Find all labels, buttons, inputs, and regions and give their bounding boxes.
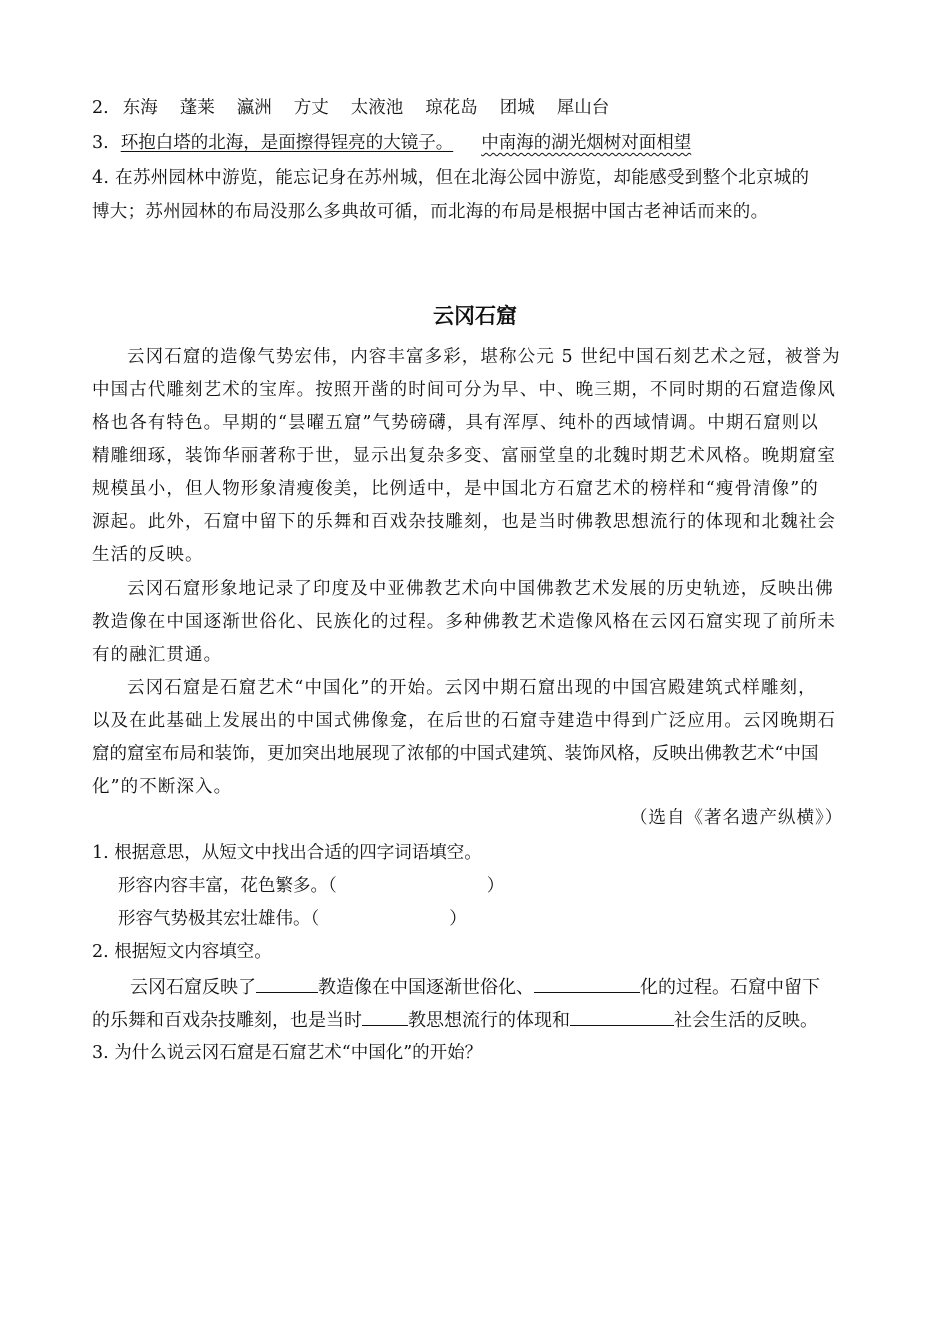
article-line: 有的融汇贯通。 [92,645,223,665]
question-1a-prompt: 形容内容丰富，花色繁多。（ [118,876,337,896]
answer-2 [92,96,631,120]
answer-4-line-1: 4. 在苏州园林中游览，能忘记身在苏州城，但在北海公园中游览，却能感受到整个北京城的 [92,168,810,188]
question-1a [118,874,504,898]
answer-4-line-2: 博大；苏州园林的布局没那么多典故可循，而北海的布局是根据中国古老神话而来的。 [92,202,769,222]
answer-3-number: 3. [92,133,109,153]
question-2-text: 的乐舞和百戏杂技雕刻，也是当时 [92,1010,362,1031]
article-line: 云冈石窟形象地记录了印度及中亚佛教艺术向中国佛教艺术发展的历史轨迹，反映出佛 [127,579,834,599]
question-2-text: 社会生活的反映。 [674,1010,818,1031]
question-2-line-1 [130,974,820,1000]
article-line: 中国古代雕刻艺术的宝库。按照开凿的时间可分为早、中、晚三期，不同时期的石窟造像风 [92,380,836,400]
article-line: 格也各有特色。早期的“昙曜五窟”气势磅礴，具有浑厚、纯朴的西域情调。中期石窟则以 [92,413,819,433]
answer-3-sentence-underlined: 环抱白塔的北海，是面擦得锃亮的大镜子。 [120,133,454,153]
article-line: 窟的窟室布局和装饰，更加突出地展现了浓郁的中国式建筑、装饰风格，反映出佛教艺术“中国 [92,744,819,764]
question-2-blank-3[interactable] [362,1007,408,1026]
article-title: 云冈石窟 [433,304,517,328]
article-line: 以及在此基础上发展出的中国式佛像龛，在后世的石窟寺建造中得到广泛应用。云冈晚期石 [92,711,836,731]
question-1: 1. 根据意思，从短文中找出合适的四字词语填空。 [92,843,482,863]
answer-3 [92,131,691,155]
answer-2-item: 太液池 [350,98,404,118]
question-2-text: 教思想流行的体现和 [408,1010,570,1031]
question-2-text: 云冈石窟反映了 [130,977,256,998]
question-2-text: 化的过程。石窟中留下 [640,977,820,998]
answer-2-item: 琼花岛 [425,98,478,118]
question-1b-prompt: 形容气势极其宏壮雄伟。（ [118,909,320,929]
question-2-blank-4[interactable] [570,1007,674,1026]
article-line: 规模虽小，但人物形象清瘦俊美，比例适中，是中国北方石窟艺术的榜样和“瘦骨清像”的 [92,479,819,499]
answer-2-item: 方丈 [293,98,329,118]
article-line: 源起。此外，石窟中留下的乐舞和百戏杂技雕刻，也是当时佛教思想流行的体现和北魏社会 [92,512,836,532]
question-2: 2. 根据短文内容填空。 [92,942,272,962]
answer-2-item: 犀山台 [556,98,610,118]
question-1b [118,907,467,931]
article-line: 云冈石窟是石窟艺术“中国化”的开始。云冈中期石窟出现的中国宫殿建筑式样雕刻， [127,678,817,698]
article-line: 生活的反映。 [92,545,204,565]
answer-2-item: 蓬莱 [179,98,215,118]
question-3: 3. 为什么说云冈石窟是石窟艺术“中国化”的开始？ [92,1043,483,1063]
question-1a-close: ） [486,876,505,896]
question-1b-close: ） [449,909,467,929]
answer-3-phrase-wavy: 中南海的湖光烟树对面相望 [481,133,692,153]
article-source: （选自《著名遗产纵横》） [630,808,844,828]
question-2-line-2 [92,1007,818,1033]
answer-2-item: 东海 [122,98,158,118]
answer-2-item: 团城 [499,98,535,118]
question-2-text: 教造像在中国逐渐世俗化、 [318,977,534,998]
article-line: 教造像在中国逐渐世俗化、民族化的过程。多种佛教艺术造像风格在云冈石窟实现了前所未 [92,612,836,632]
article-line: 化”的不断深入。 [92,777,233,797]
question-2-blank-1[interactable] [256,974,318,993]
answer-2-number: 2. [92,98,109,118]
question-2-blank-2[interactable] [534,974,640,993]
article-line: 云冈石窟的造像气势宏伟，内容丰富多彩，堪称公元 5 世纪中国石刻艺术之冠，被誉为 [127,347,841,367]
answer-2-item: 瀛洲 [236,98,272,118]
article-line: 精雕细琢，装饰华丽著称于世，显示出复杂多变、富丽堂皇的北魏时期艺术风格。晚期窟室 [92,446,836,466]
